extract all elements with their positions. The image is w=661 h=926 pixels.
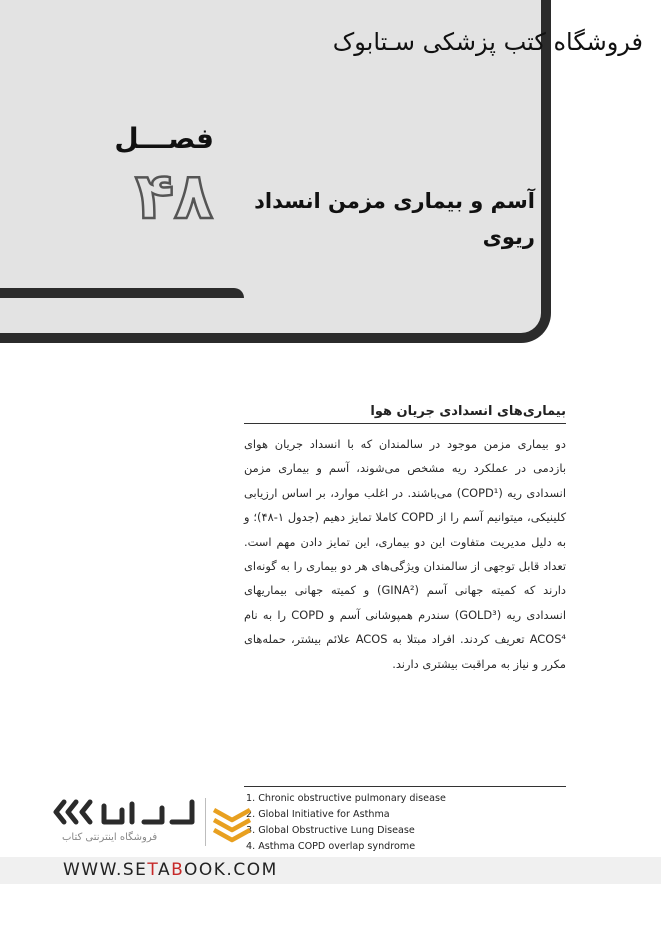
website-url-part: OOK.COM [184, 860, 278, 880]
footnote-item: 4. Asthma COPD overlap syndrome [246, 841, 416, 852]
footnote-item: 2. Global Initiative for Asthma [246, 809, 390, 820]
store-name: فروشگاه کتب پزشکی سـتابوک [332, 28, 643, 56]
logo-tagline: فروشگاه اینترنتی کتاب [62, 832, 158, 843]
chapter-title: آسم و بیماری مزمن انسداد ریوی [254, 189, 535, 249]
website-url-part: WWW.SE [63, 860, 148, 880]
website-url-part: A [158, 860, 172, 880]
website-url-accent: T [147, 860, 158, 880]
chapter-number: ۴۸ [134, 160, 214, 234]
chapter-shelf-bar [0, 288, 244, 298]
website-url[interactable] [63, 860, 278, 880]
footnote-divider [244, 786, 566, 787]
body-paragraph: دو بیماری مزمن موجود در سالمندان که با انسداد جریان هوای بازدمی در عملکرد ریه مشخص می‌شوند، آسم و بیماری مزمن انسدادی ریه (COPD¹) می‌باشند. در اغلب موارد، بر اساس ارزیابی کلینیکی، میتوانیم آسم را از COPD کاملا تمایز دهیم (جدول ۱-۴۸)؛ و به دلیل مدیریت متفاوت این دو بیماری، این تمایز دادن مهم است. تعداد قابل توجهی از سالمندان ویژگی‌های هر دو بیماری را به گونه‌ای دارند که کمیته جهانی آسم (GINA²) و کمیته جهانی بیماریهای انسدادی ریه (GOLD³) سندرم همپوشانی آسم و COPD را به نام ACOS⁴ تعریف کردند. افراد مبتلا به ACOS علائم بیشتر، حمله‌های مکرر و نیاز به مراقبت بیشتری دارند. [244, 437, 567, 671]
footnote-item: 1. Chronic obstructive pulmonary disease [246, 793, 446, 804]
section-heading: بیماری‌های انسدادی جریان هوا [244, 404, 566, 424]
book-stack-icon [210, 800, 254, 844]
logo-divider [205, 798, 206, 846]
footnote-list [246, 791, 566, 855]
footnote-item: 3. Global Obstructive Lung Disease [246, 825, 415, 836]
setabook-logo [52, 796, 202, 830]
chapter-label: فصـــل [114, 122, 214, 155]
website-url-accent: B [171, 860, 185, 880]
